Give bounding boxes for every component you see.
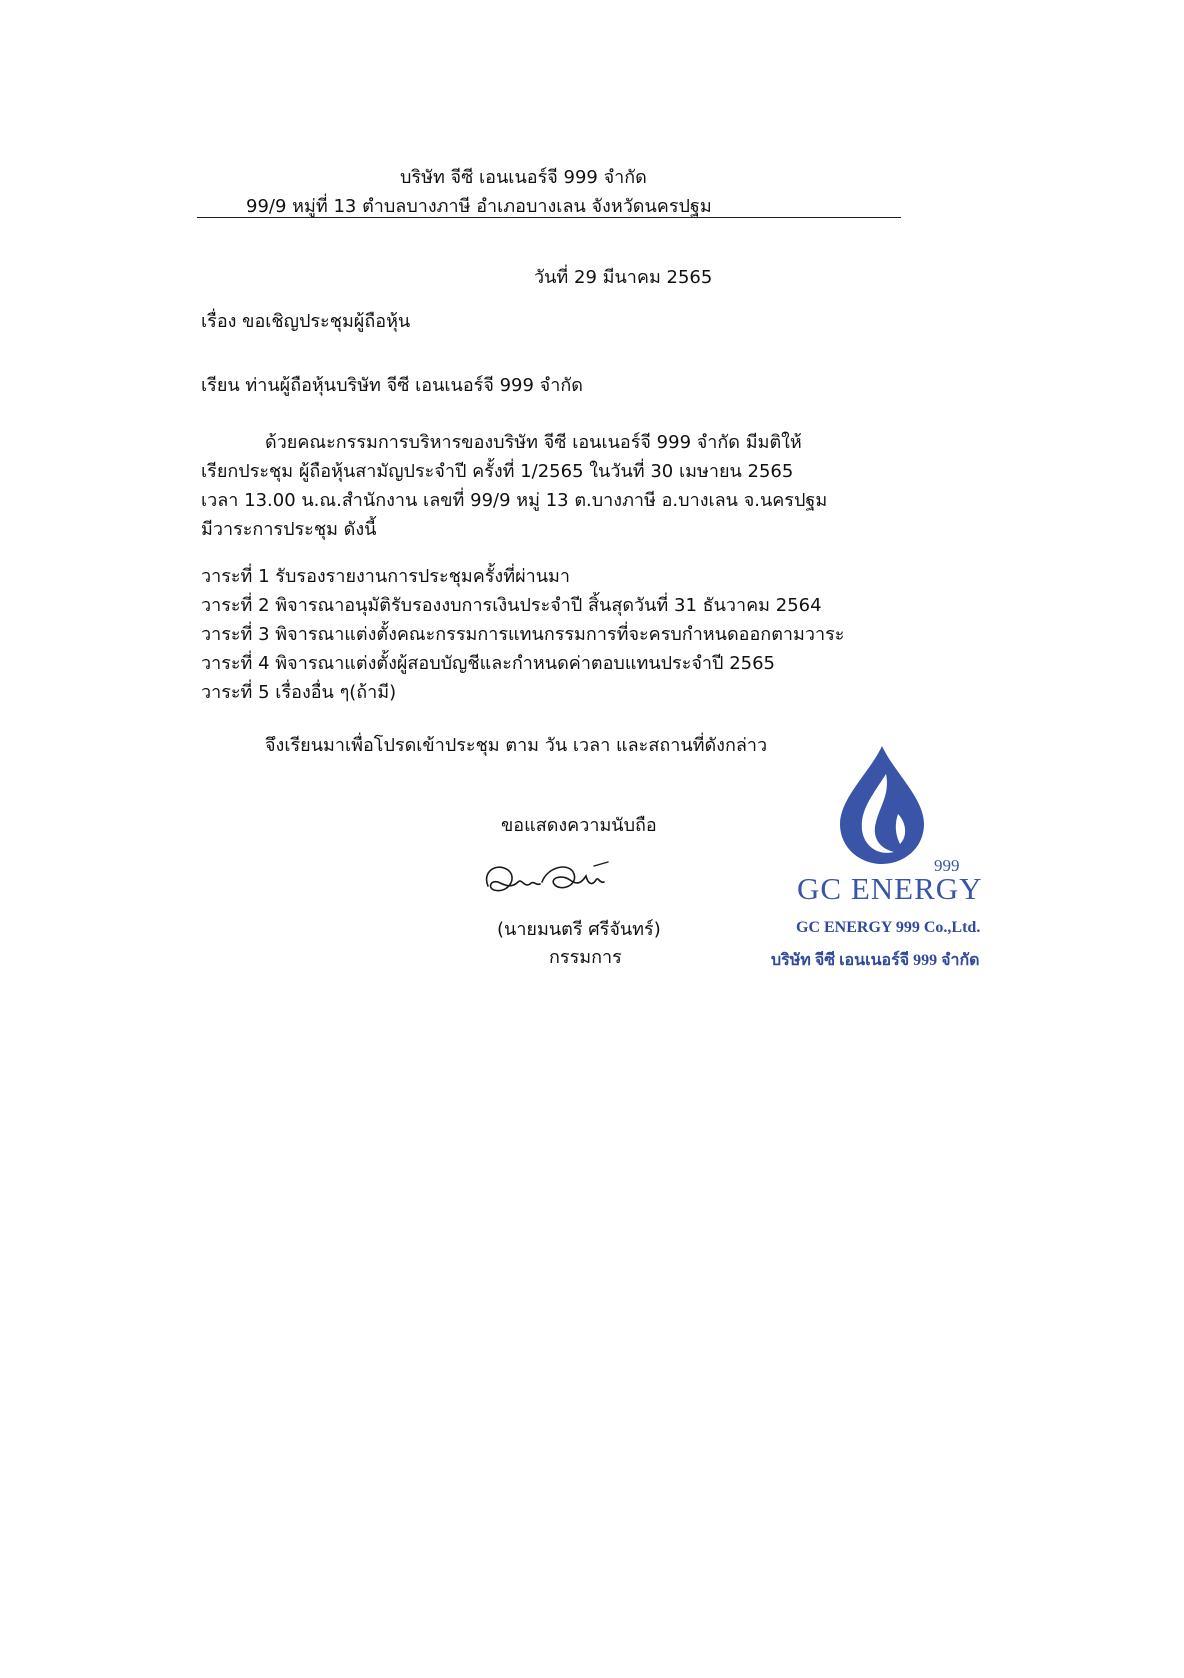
body-line-4: มีวาระการประชุม ดังนี้ bbox=[201, 519, 377, 540]
letter-salutation: เรียน ท่านผู้ถือหุ้นบริษัท จีซี เอนเนอร์จี 999 จำกัด bbox=[201, 375, 583, 396]
signer-position: กรรมการ bbox=[549, 947, 622, 968]
letterhead-address: 99/9 หมู่ที่ 13 ตำบลบางภาษี อำเภอบางเลน จังหวัดนครปฐม bbox=[246, 196, 712, 217]
stamp-company-en: GC ENERGY 999 Co.,Ltd. bbox=[796, 919, 981, 936]
regards-line: ขอแสดงความนับถือ bbox=[501, 815, 657, 836]
letterhead-divider bbox=[197, 217, 901, 218]
letterhead-company: บริษัท จีซี เอนเนอร์จี 999 จำกัด bbox=[400, 167, 647, 188]
agenda-item-5: วาระที่ 5 เรื่องอื่น ๆ(ถ้ามี) bbox=[201, 682, 397, 703]
stamp-company-th: บริษัท จีซี เอนเนอร์จี 999 จำกัด bbox=[771, 952, 980, 969]
water-drop-logo-icon bbox=[832, 744, 932, 868]
agenda-item-4: วาระที่ 4 พิจารณาแต่งตั้งผู้สอบบัญชีและกำหนดค่าตอบแทนประจำปี 2565 bbox=[201, 653, 775, 674]
agenda-item-1: วาระที่ 1 รับรองรายงานการประชุมครั้งที่ผ่านมา bbox=[201, 566, 571, 587]
agenda-item-2: วาระที่ 2 พิจารณาอนุมัติรับรองงบการเงินประจำปี สิ้นสุดวันที่ 31 ธันวาคม 2564 bbox=[201, 595, 822, 616]
closing-line: จึงเรียนมาเพื่อโปรดเข้าประชุม ตาม วัน เวลา และสถานที่ดังกล่าว bbox=[265, 735, 768, 756]
letter-date: วันที่ 29 มีนาคม 2565 bbox=[534, 267, 713, 288]
signature bbox=[478, 852, 648, 908]
body-line-3: เวลา 13.00 น.ณ.สำนักงาน เลขที่ 99/9 หมู่ 13 ต.บางภาษี อ.บางเลน จ.นครปฐม bbox=[201, 490, 828, 511]
stamp-number: 999 bbox=[934, 856, 960, 875]
agenda-item-3: วาระที่ 3 พิจารณาแต่งตั้งคณะกรรมการแทนกรรมการที่จะครบกำหนดออกตามวาระ bbox=[201, 624, 845, 645]
letter-subject: เรื่อง ขอเชิญประชุมผู้ถือหุ้น bbox=[201, 311, 411, 332]
body-line-1: ด้วยคณะกรรมการบริหารของบริษัท จีซี เอนเนอร์จี 999 จำกัด มีมติให้ bbox=[265, 432, 802, 453]
agenda-list bbox=[201, 562, 844, 707]
stamp-brand: GC ENERGY bbox=[797, 871, 983, 906]
body-line-2: เรียกประชุม ผู้ถือหุ้นสามัญประจำปี ครั้งที่ 1/2565 ในวันที่ 30 เมษายน 2565 bbox=[201, 461, 794, 482]
signer-name: (นายมนตรี ศรีจันทร์) bbox=[497, 919, 661, 940]
